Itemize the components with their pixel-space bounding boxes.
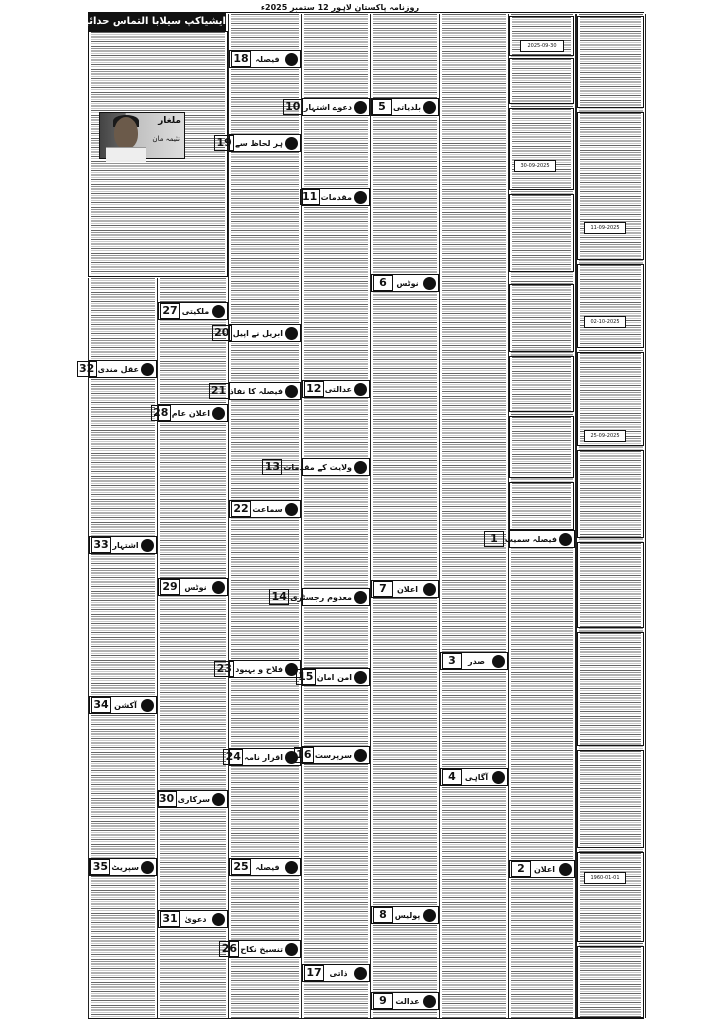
section-header: بلدیاتی 5 xyxy=(371,98,439,116)
section-logo-icon xyxy=(212,407,225,420)
column-4 xyxy=(301,14,371,1018)
section-header: سپریٹ 35 xyxy=(89,858,157,876)
section-header: عدالتی 12 xyxy=(302,380,370,398)
date-stamp: 2025-09-30 xyxy=(520,40,564,52)
section-logo-icon xyxy=(354,461,367,474)
section-logo-icon xyxy=(285,943,298,956)
masthead: روزنامہ پاکستان لاہور 12 ستمبر 2025ء xyxy=(260,3,420,12)
column-1 xyxy=(88,278,158,1018)
section-logo-icon xyxy=(354,383,367,396)
section-header: فیصلہ سمیت 1 xyxy=(509,530,575,548)
notice-box xyxy=(509,108,574,190)
section-header: آکشن 34 xyxy=(89,696,157,714)
notice-box xyxy=(577,750,644,848)
section-logo-icon xyxy=(423,995,436,1008)
section-logo-icon xyxy=(285,385,298,398)
section-header: اعلان عام 28 xyxy=(158,404,228,422)
section-header: سماعت 22 xyxy=(229,500,301,518)
section-logo-icon xyxy=(354,967,367,980)
section-logo-icon xyxy=(285,327,298,340)
section-logo-icon xyxy=(423,101,436,114)
section-header: پولیس 8 xyxy=(371,906,439,924)
section-header: ہر لحاظ سے 19 xyxy=(229,134,301,152)
notice-box xyxy=(577,112,644,260)
date-stamp: 02-10-2025 xyxy=(584,316,626,328)
divider xyxy=(88,276,227,277)
section-header: تنسیخ نکاح 26 xyxy=(229,940,301,958)
notice-box xyxy=(577,852,644,942)
date-stamp: 1960-01-01 xyxy=(584,872,626,884)
columnist-name: نثیمہ مان xyxy=(152,135,180,143)
section-header: اعلان 7 xyxy=(371,580,439,598)
section-logo-icon xyxy=(354,191,367,204)
section-logo-icon xyxy=(423,277,436,290)
section-header: امن امان 15 xyxy=(302,668,370,686)
section-header: اشتہار 33 xyxy=(89,536,157,554)
editorial-banner: ایشیاکپ سیلابا التماس حدائیر xyxy=(88,13,226,31)
notice-box xyxy=(509,482,574,530)
section-header: فیصلہ 25 xyxy=(229,858,301,876)
column-6 xyxy=(439,14,509,1018)
section-logo-icon xyxy=(141,539,154,552)
notice-box xyxy=(577,450,644,538)
section-header: صدر 3 xyxy=(440,652,508,670)
section-logo-icon xyxy=(141,861,154,874)
section-header: اقرار نامہ 24 xyxy=(229,748,301,766)
section-header: معدوم رجسٹری 14 xyxy=(302,588,370,606)
section-header: آگاہی 4 xyxy=(440,768,508,786)
columnist-title: ملغار xyxy=(158,116,181,126)
section-logo-icon xyxy=(212,793,225,806)
section-header: فیصلہ 18 xyxy=(229,50,301,68)
section-header: نوٹس 6 xyxy=(371,274,439,292)
section-logo-icon xyxy=(423,583,436,596)
section-logo-icon xyxy=(212,305,225,318)
section-header: دعوے اشتہار 10 xyxy=(302,98,370,116)
notice-box xyxy=(509,194,574,272)
divider xyxy=(88,1018,644,1019)
section-logo-icon xyxy=(141,363,154,376)
section-header: ولایت کے مقدمات 13 xyxy=(302,458,370,476)
section-logo-icon xyxy=(212,581,225,594)
section-header: عقل مندی 32 xyxy=(89,360,157,378)
section-logo-icon xyxy=(354,591,367,604)
section-logo-icon xyxy=(141,699,154,712)
section-header: سرکاری 30 xyxy=(158,790,228,808)
notice-box xyxy=(509,284,574,352)
notice-box xyxy=(577,264,644,348)
section-header: ملکیتی 27 xyxy=(158,302,228,320)
columnist-photo xyxy=(99,112,185,159)
notice-box xyxy=(509,416,574,478)
section-logo-icon xyxy=(559,863,572,876)
section-logo-icon xyxy=(285,503,298,516)
section-logo-icon xyxy=(354,671,367,684)
section-logo-icon xyxy=(285,861,298,874)
date-stamp: 30-09-2025 xyxy=(514,160,556,172)
section-header: دعویٰ 31 xyxy=(158,910,228,928)
section-header: ابریل نے اپیل 20 xyxy=(229,324,301,342)
section-header: سرپرست 16 xyxy=(302,746,370,764)
section-logo-icon xyxy=(559,533,572,546)
section-header: فیصلہ کا نفاذ 21 xyxy=(229,382,301,400)
notice-box xyxy=(509,356,574,412)
section-header: مقدمات 11 xyxy=(302,188,370,206)
section-logo-icon xyxy=(212,913,225,926)
section-header: ذاتی 17 xyxy=(302,964,370,982)
section-header: اعلان 2 xyxy=(509,860,575,878)
notice-box xyxy=(509,58,574,104)
date-stamp: 25-09-2025 xyxy=(584,430,626,442)
section-logo-icon xyxy=(492,771,505,784)
section-header: عدالت 9 xyxy=(371,992,439,1010)
section-logo-icon xyxy=(285,137,298,150)
section-header: نوٹس 29 xyxy=(158,578,228,596)
notice-box xyxy=(577,632,644,746)
section-logo-icon xyxy=(492,655,505,668)
column-5 xyxy=(370,14,440,1018)
section-header: فلاح و بہبود 23 xyxy=(229,660,301,678)
section-logo-icon xyxy=(354,101,367,114)
notice-box xyxy=(577,946,644,1018)
notice-box xyxy=(577,16,644,108)
section-logo-icon xyxy=(354,749,367,762)
notice-box xyxy=(577,542,644,628)
date-stamp: 11-09-2025 xyxy=(584,222,626,234)
section-logo-icon xyxy=(285,53,298,66)
section-logo-icon xyxy=(423,909,436,922)
